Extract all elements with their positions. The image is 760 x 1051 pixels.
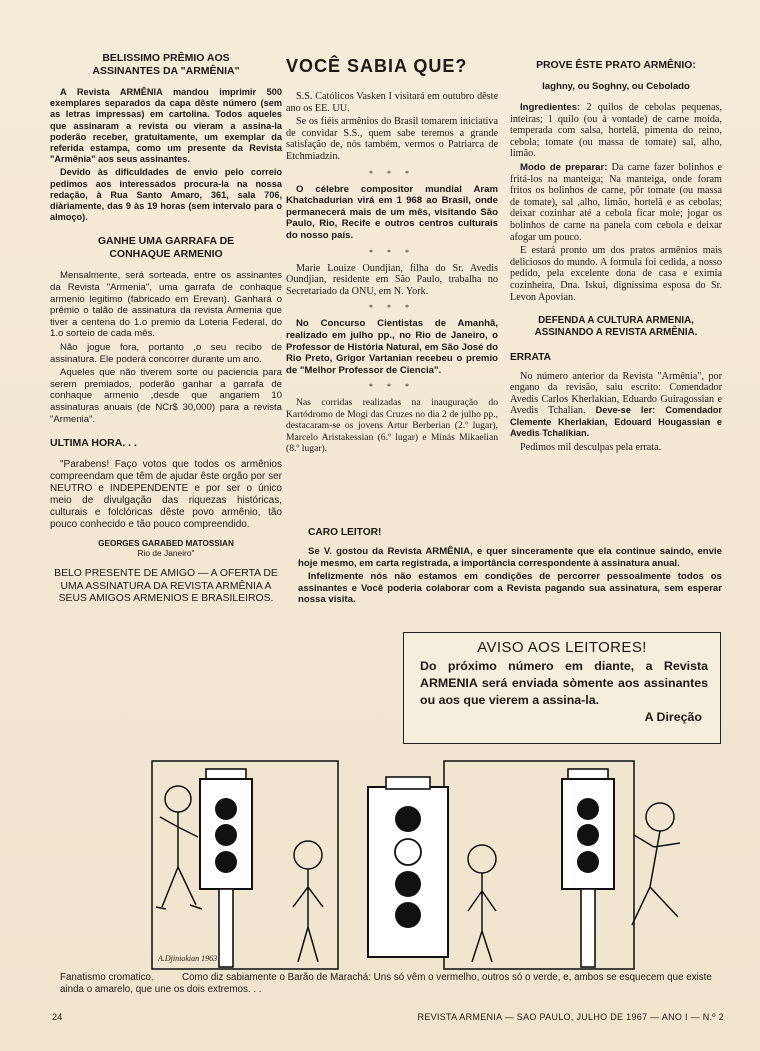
left-column	[50, 52, 282, 606]
sabia-item-4: No Concurso Cientistas de Amanhã, realizado em julho pp., no Rio de Janeiro, o Professor de História Natural, em São José do Rio Preto, Grigor Vartanian recebeu o premio de "Melhor Professor de Ciencia".	[286, 318, 498, 376]
cartoon-drawing	[38, 747, 722, 973]
cartoon-figure-jumping	[632, 803, 680, 925]
ultima-hora-quote: "Parabens! Faço votos que todos os armênios compreendam que têm de ajudar êste orgão por ser NEUTRO e INDEPENDENTE e por ser o único meio de divulgação das riquezas históricas, culturais e folclóricas dêste povo armênio, tão pouco conhecido e tão pouco compreendido.	[50, 459, 282, 531]
cartoon-signature: A.Djiniokian 1963	[158, 954, 218, 963]
cartoon-strip	[38, 747, 722, 973]
caption-title: Fanatismo cromatico.	[60, 972, 154, 983]
caro-leitor-paragraph-1: Se V. gostou da Revista ARMÊNIA, e quer sinceramente que ela continue saindo, envie hoje mesmo, em carta registrada, a importância correspondente à assinatura anual.	[298, 546, 722, 569]
garrafa-paragraph-3: Aqueles que não tiverem sorte ou paciencia para serem premiados, poderão ganhar a garrafa de conhaque armenio ,desde que angariem 10 assinaturas anuais (de NCr$ 30,000) para a revista "Armenia".	[50, 367, 282, 425]
aviso-signature: A Direção	[644, 710, 702, 724]
quote-author: GEORGES GARABED MATOSSIAN	[98, 539, 234, 549]
sabia-item-1b: Se os fiéis armênios do Brasil tomarem iniciativa de convidar S.S., quem sabe teremos a grande satisfação de, nós também, vermos o Patriarca de Etchmiadzin.	[286, 116, 498, 162]
cartoon-figure-standing	[293, 841, 323, 962]
aviso-box	[403, 632, 721, 744]
caption-text: Como diz sabiamente o Barão de Marachá: Uns só vêm o vermelho, outros só o verde, e, ambos se esquecem que existe ainda o amarelo, que une os dois extremos. . .	[60, 972, 712, 995]
voce-sabia-heading: VOCÊ SABIA QUE?	[286, 56, 468, 76]
prato-heading: PROVE ÊSTE PRATO ARMÊNIO:	[536, 60, 696, 71]
ingredientes-label: Ingredientes:	[520, 102, 581, 113]
page-number: 24	[52, 1012, 63, 1022]
modo-label: Modo de preparar:	[520, 161, 608, 173]
presente-note: BELO PRESENTE DE AMIGO — A OFERTA DE UMA ASSINATURA DA REVISTA ARMÊNIA A SEUS AMIGOS ARMENIOS E BRASILEIROS.	[54, 568, 278, 605]
errata-text: No número anterior da Revista "Armênia", por engano da revisão, saiu escrito: Comendador Avedis Carlos Kherlakian, Eduardo Guiragossian e Avedis Tchalian.	[510, 370, 722, 417]
modo-text: Da carne fazer bolinhos e fritá-los na manteiga; Na manteiga, onde foram fritos os bolinhos de carne, pôr tomate (ou massa de tomate), sal ,alho, limão, hortelã e as cebolas; deixar cozinhar até a cebola ficar mole; jogar os bolinhos de carne na panela com cebola e deixar afogar um pouco.	[510, 161, 722, 243]
premio-paragraph-1: A Revista ARMÊNIA mandou imprimir 500 exemplares separados da capa dêste número (sem as letras impressas) em cartolina. Todos aqueles que assinaram a revista ou vieram a assina-la poderão receber, gratuitamente, um exemplar da referida estampa, como um presente da Revista "Armênia" aos seus assinantes.	[50, 87, 282, 165]
garrafa-paragraph-1: Mensalmente, será sorteada, entre os assinantes da Revista "Armenia", uma garrafa de conhaque armenio legitimo (fabricado em Erevan). Ganhará o prêmio o talão de assinatura da revista Armenia que tiver a centena do 1.o premio da Loteria Federal, do 1.o sorteio de cada mês.	[50, 270, 282, 340]
errata-paragraph	[510, 371, 722, 441]
sabia-item-1: S.S. Católicos Vasken I visitará em outubro dêste ano os EE. UU.	[286, 91, 498, 114]
caro-leitor-heading: CARO LEITOR!	[308, 527, 382, 538]
errata-heading: ERRATA	[510, 351, 551, 363]
errata-apology: Pedimos mil desculpas pela errata.	[520, 442, 662, 454]
middle-column	[286, 52, 498, 456]
defenda-slogan: DEFENDA A CULTURA ARMENIA, ASSINANDO A REVISTA ARMÊNIA.	[534, 315, 698, 339]
separator-asterisks: * * *	[369, 247, 415, 257]
separator-asterisks: * * *	[369, 303, 415, 313]
garrafa-paragraph-2: Não jogue fora, portanto ,o seu recibo de assinatura. Ele poderá concorrer durante um ano.	[50, 342, 282, 365]
sabia-item-5: Nas corridas realizadas na inauguração do Kartódromo de Mogi das Cruzes no dia 2 de julho pp., destacaram-se os jovens Artur Berberian (2.º lugar), Marcelo Aristakessian (6.º lugar) e Minás Mikaelian (8.º lugar).	[286, 397, 498, 454]
prato-subtitle: Iaghny, ou Soghny, ou Cebolado	[542, 81, 690, 92]
cartoon-figure-standing-2	[468, 845, 496, 962]
aviso-heading: AVISO AOS LEITORES!	[477, 639, 647, 656]
ultima-hora-heading: ULTIMA HORA. . .	[50, 437, 137, 450]
sabia-item-3: Marie Louize Oundjian, filha do Sr. Avedis Oundjian, residente em São Paulo, trabalha no Secretariado da ONU, em N. York.	[286, 262, 498, 297]
sabia-item-2: O célebre compositor mundial Aram Khatchadurian virá em 1 968 ao Brasil, onde permanecerá mais de um mês, visitando São Paulo, Rio, Recife e outros centros culturais do nosso país.	[286, 183, 498, 241]
traffic-light-panel-1	[200, 769, 252, 967]
premio-paragraph-2: Devido às dificuldades de envio pelo correio pedimos aos interessados procura-la na nossa redação, à Rua Santo Amaro, 361, sala 706, diàriamente, das 9 às 19 horas (sem intervalo para o almoço).	[50, 167, 282, 223]
garrafa-heading: GANHE UMA GARRAFA DE CONHAQUE ARMENIO	[97, 235, 235, 260]
premio-heading: BELISSIMO PRÊMIO AOS ASSINANTES DA "ARMÊNIA"	[92, 52, 240, 77]
ingredientes-text: 2 quilos de cebolas pequenas, inteiras; 1 quilo (ou à vontade) de carne moída, temperada com salsa, hortelã, pimenta do reino, cebola; tomate (ou massa de tomate) sal, alho, limão.	[510, 102, 722, 160]
cartoon-figure-walking	[156, 786, 202, 909]
footer-imprint: REVISTA ARMENIA — SAO PAULO, JULHO DE 1967 — ANO I — N.º 2	[417, 1012, 724, 1022]
traffic-light-panel-2	[368, 777, 448, 957]
ingredientes-paragraph	[510, 102, 722, 160]
modo-paragraph	[510, 162, 722, 243]
errata-correction: Deve-se ler: Comendador Clemente Kherlakian, Edouard Hougassian e Avedis Tchalikian.	[510, 405, 722, 439]
cartoon-caption	[60, 972, 724, 996]
separator-asterisks: * * *	[369, 382, 415, 392]
separator-asterisks: * * *	[369, 168, 415, 178]
right-column	[510, 52, 722, 456]
caro-leitor-paragraph-2: Infelizmente nós não estamos em condições de percorrer pessoalmente todos os assinantes e Você poderia colaborar com a Revista pagando sua assinatura, sem esperar nossa visita.	[298, 571, 722, 606]
traffic-light-panel-3	[562, 769, 614, 967]
quote-place: Rio de Janeiro"	[137, 548, 195, 559]
prato-pronto: E estará pronto um dos pratos armênios mais deliciosos do mundo. A formula foi cedida, a nosso pedido, pela excelente dona de casa e eximia cozinheira, Dna. Iskui, digníssima esposa do Sr. Levon Apovian.	[510, 245, 722, 303]
caro-leitor-section	[298, 527, 722, 608]
aviso-text: Do próximo número em diante, a Revista ARMENIA será enviada sòmente aos assinantes ou aos que vierem a assina-la.	[420, 659, 708, 707]
